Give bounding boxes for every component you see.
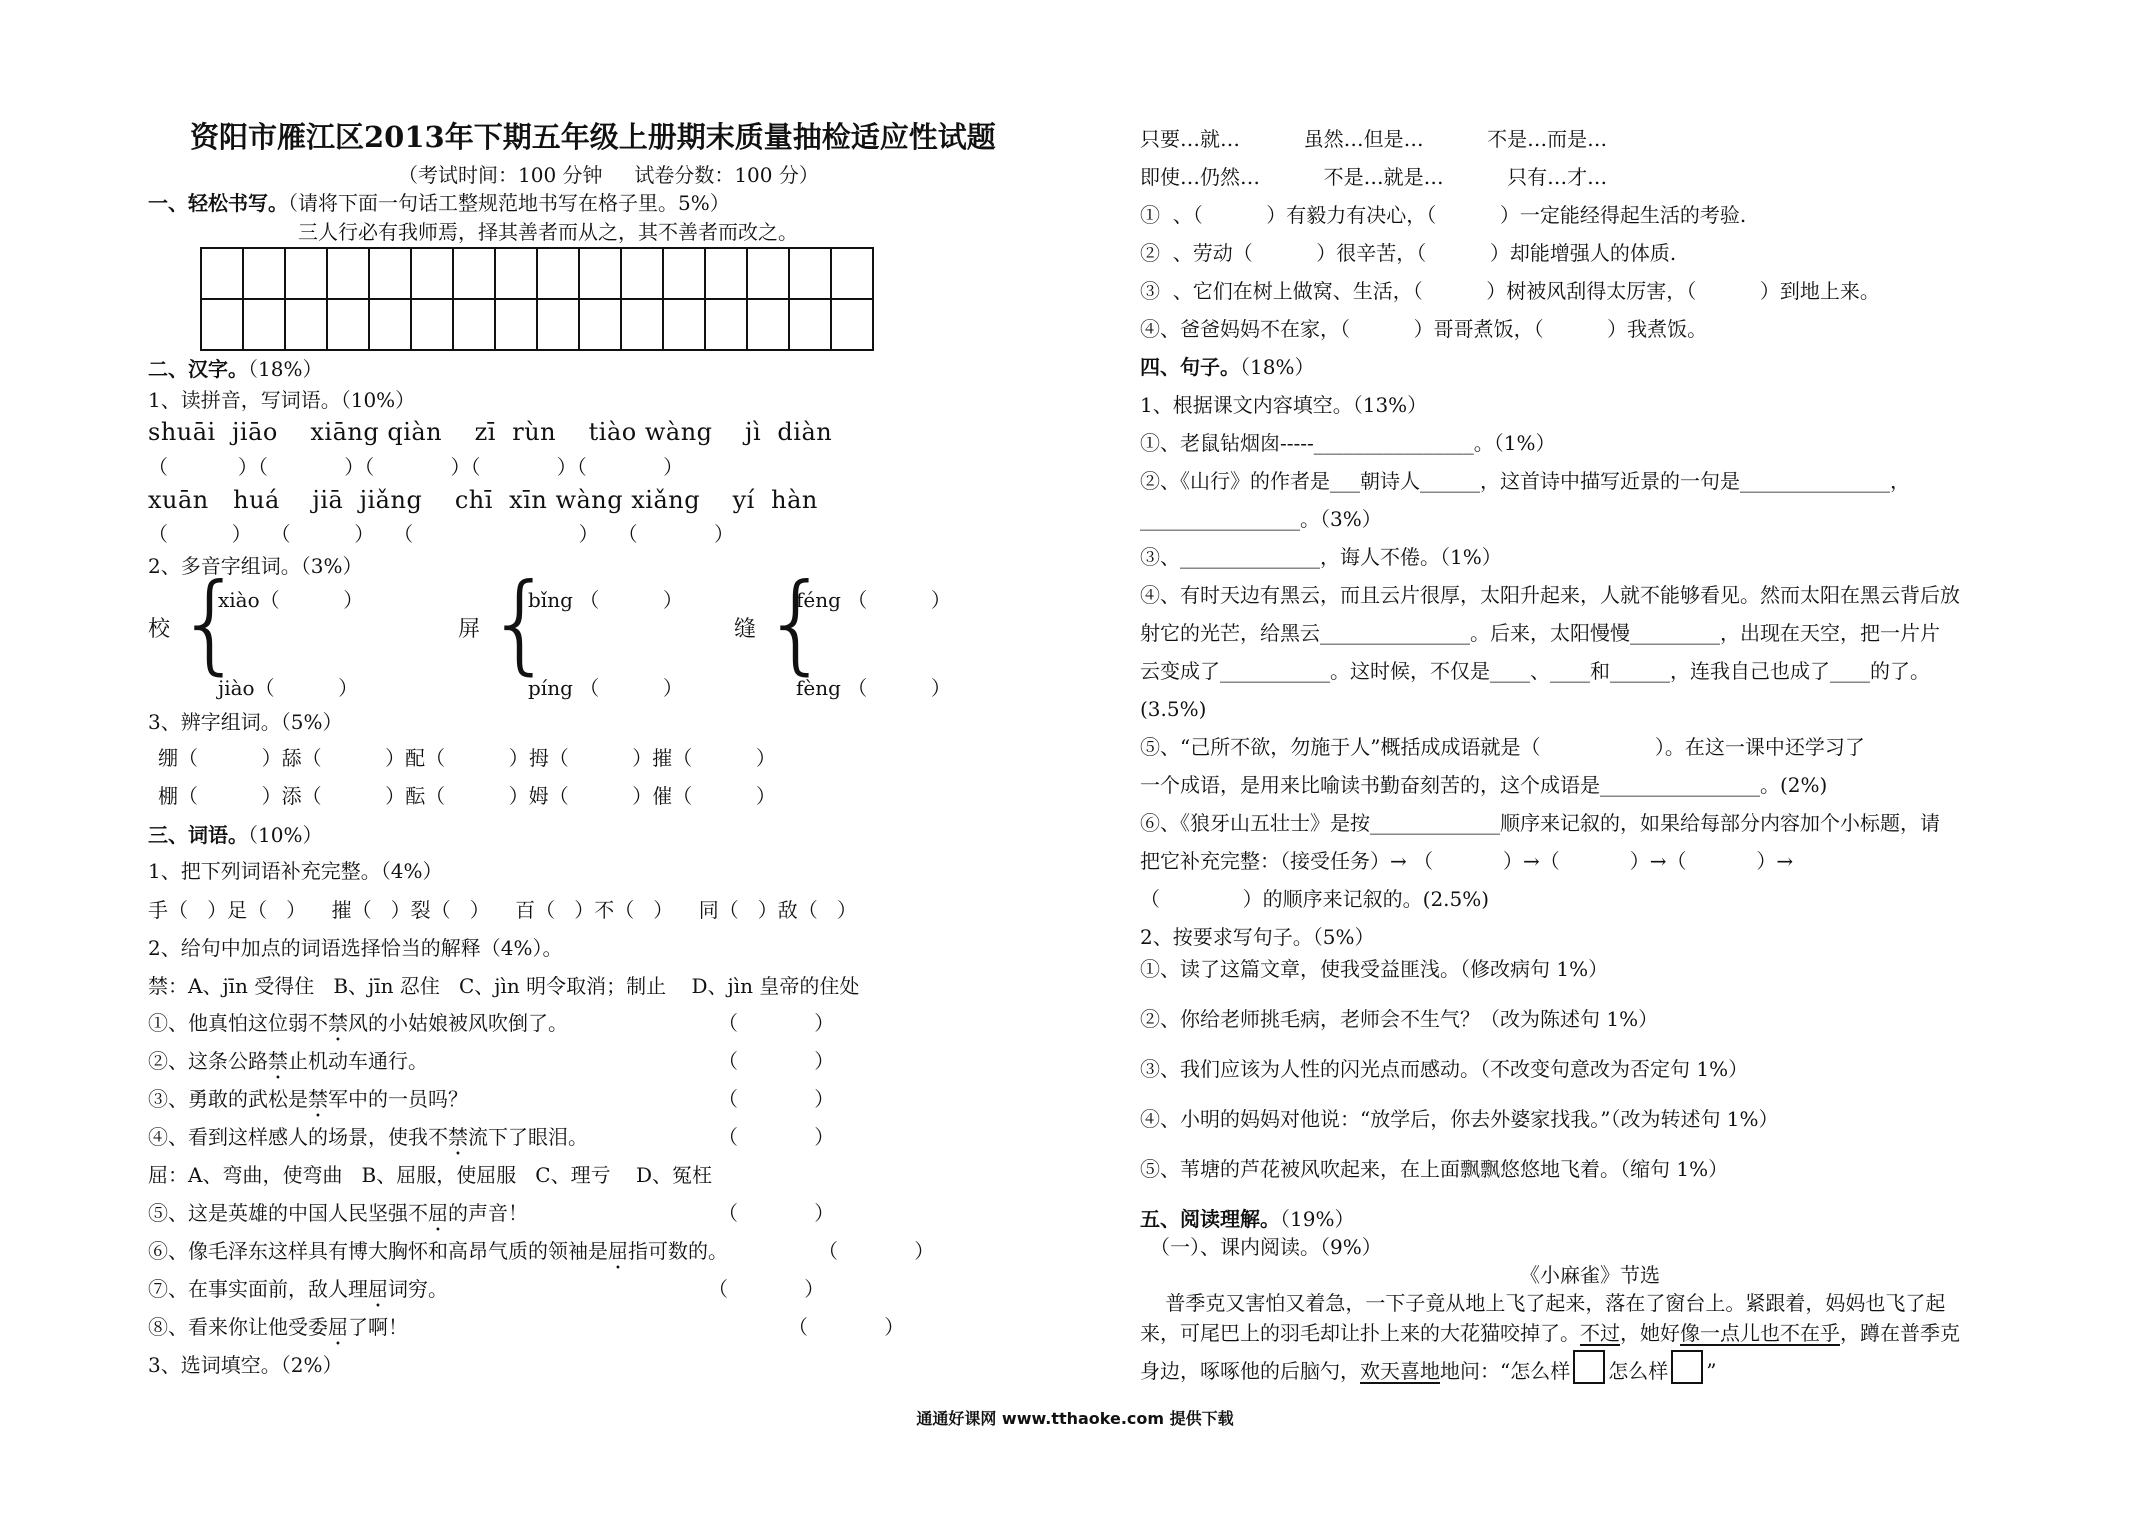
item-text: 指可数的。: [628, 1239, 728, 1263]
s4-fill-line[interactable]: ⑤、“己所不欲，勿施于人”概括成成语就是（ ）。在这一课中还学习了: [1140, 735, 1865, 759]
answer-brackets-row-2[interactable]: （ ） （ ） （ ） （ ）: [148, 522, 734, 546]
dotted-char: 禁: [268, 1049, 288, 1073]
jin-item-1: [148, 1010, 568, 1046]
passage-title: 《小麻雀》节选: [1520, 1263, 1660, 1287]
conjunction-options-2: 即使…仍然… 不是…就是… 只有…才…: [1140, 165, 1608, 189]
jin-item-2: [148, 1048, 428, 1084]
jin-answer-4[interactable]: （ ）: [718, 1125, 835, 1149]
s4-fill-line[interactable]: 一个成语，是用来比喻读书勤奋刻苦的，这个成语是________________。(2%): [1140, 773, 1828, 797]
polyphone-bottom[interactable]: jiào（ ）: [218, 676, 359, 700]
s4-fill-line[interactable]: ①、老鼠钻烟囱-----________________。（1%）: [1140, 431, 1556, 455]
s4-fill-line[interactable]: ________________。（3%）: [1140, 507, 1382, 531]
s4-fill-line[interactable]: 把它补充完整：（接受任务）→ （ ）→（ ）→（ ）→: [1140, 849, 1794, 873]
section-5-score: （19%）: [1280, 1207, 1355, 1231]
section-4-score: （18%）: [1240, 355, 1315, 379]
item-text: ②、这条公路: [148, 1049, 268, 1073]
passage-text: ”: [1706, 1359, 1717, 1383]
fill-conj-4[interactable]: ④、爸爸妈妈不在家，（ ）哥哥煮饭，（ ）我煮饭。: [1140, 317, 1708, 341]
qu-answer-6[interactable]: （ ）: [818, 1239, 935, 1263]
qu-options: 屈：A、弯曲，使弯曲 B、屈服，使屈服 C、理亏 D、冤枉: [148, 1163, 713, 1187]
brace-icon: {: [486, 561, 555, 686]
s4-fill-line[interactable]: ②、《山行》的作者是___朝诗人______，这首诗中描写近景的一句是_______________，: [1140, 469, 1910, 493]
dotted-char: 禁: [448, 1125, 468, 1149]
polyphone-char: 缝: [734, 617, 757, 642]
s5-sub: （一）、课内阅读。（9%）: [1150, 1235, 1382, 1259]
writing-grid[interactable]: [200, 247, 874, 351]
fill-conj-2[interactable]: ② 、劳动（ ）很辛苦，（ ）却能增强人的体质.: [1140, 241, 1677, 265]
s2-q3: 3、辨字组词。（5%）: [148, 710, 343, 734]
s4-fill-line[interactable]: ③、______________，诲人不倦。（1%）: [1140, 545, 1502, 569]
s3-q2: 2、给句中加点的词语选择恰当的解释（4%）。: [148, 936, 563, 960]
item-text: ④、看到这样感人的场景，使我不: [148, 1125, 448, 1149]
footer-source: 通通好课网 www.tthaoke.com 提供下载: [916, 1409, 1234, 1428]
s4-q1: 1、根据课文内容填空。（13%）: [1140, 393, 1428, 417]
passage-line-1: 普季克又害怕又着急，一下子竟从地上飞了起来，落在了窗台上。紧跟着，妈妈也飞了起: [1140, 1291, 1946, 1315]
qu-item-5: [148, 1200, 528, 1236]
answer-brackets-row-1[interactable]: （ ）（ ）（ ）（ ）（ ）: [148, 455, 684, 479]
qu-item-6: [148, 1238, 728, 1274]
jin-item-3: [148, 1086, 468, 1122]
qu-answer-7[interactable]: （ ）: [708, 1277, 825, 1301]
word-completion[interactable]: 手（ ）足（ ） 摧（ ）裂（ ） 百（ ）不（ ） 同（ ）敌（ ）: [148, 898, 857, 922]
item-text: 止机动车通行。: [288, 1049, 428, 1073]
section-5-heading: 五、阅读理解。: [1140, 1207, 1280, 1231]
fill-conj-3[interactable]: ③ 、它们在树上做窝、生活，（ ）树被风刮得太厉害，（ ）到地上来。: [1140, 279, 1880, 303]
dotted-char: 屈: [368, 1277, 388, 1301]
copy-sentence: 三人行必有我师焉，择其善者而从之，其不善者而改之。: [298, 220, 798, 244]
s3-q3: 3、选词填空。（2%）: [148, 1353, 343, 1377]
item-text: 的声音！: [448, 1201, 528, 1225]
section-5-header: [1140, 1206, 1354, 1232]
item-text: ③、勇敢的武松是: [148, 1087, 308, 1111]
dotted-char: 禁: [328, 1011, 348, 1035]
qu-answer-8[interactable]: （ ）: [788, 1315, 905, 1339]
item-text: ⑤、这是英雄的中国人民坚强不: [148, 1201, 428, 1225]
passage-text: 怎么样: [1608, 1359, 1669, 1383]
polyphone-char: 屏: [458, 617, 481, 642]
s4-fill-line[interactable]: 射它的光芒，给黑云_______________。后来，太阳慢慢_________，出现在天空，把一片片: [1140, 621, 1940, 645]
conjunction-options-1: 只要…就… 虽然…但是… 不是…而是…: [1140, 127, 1608, 151]
brace-icon: {: [762, 561, 831, 686]
section-3-heading: 三、词语。: [148, 823, 248, 847]
exam-info: （考试时间：100 分钟 试卷分数：100 分）: [398, 163, 819, 187]
item-text: 词穷。: [388, 1277, 448, 1301]
jin-answer-1[interactable]: （ ）: [718, 1011, 835, 1035]
qu-item-8: [148, 1314, 408, 1350]
jin-item-4: [148, 1124, 588, 1160]
passage-text: ，她好: [1620, 1321, 1680, 1345]
s2-q1: 1、读拼音，写词语。（10%）: [148, 388, 416, 412]
polyphone-char: 校: [148, 617, 171, 642]
dotted-char: 禁: [308, 1087, 328, 1111]
section-1-instruction: （请将下面一句话工整规范地书写在格子里。5%）: [288, 191, 730, 215]
s4-fill-line[interactable]: 云变成了___________。这时候，不仅是____、____和______，连我自己也成了____的了。: [1140, 659, 1930, 683]
item-text: ⑧、看来你让他受委: [148, 1315, 328, 1339]
s2-q2: 2、多音字组词。（3%）: [148, 554, 363, 578]
item-text: ⑦、在事实面前，敌人理: [148, 1277, 368, 1301]
s4-fill-line[interactable]: ⑥、《狼牙山五壮士》是按_____________顺序来记叙的，如果给每部分内容加个小标题，请: [1140, 811, 1940, 835]
section-3-header: [148, 822, 322, 848]
polyphone-bottom[interactable]: fèng （ ）: [796, 676, 951, 700]
item-text: 了啊！: [348, 1315, 408, 1339]
jin-answer-3[interactable]: （ ）: [718, 1087, 835, 1111]
item-text: ⑥、像毛泽东这样具有博大胸怀和高昂气质的领袖是: [148, 1239, 608, 1263]
punctuation-box[interactable]: [1671, 1350, 1703, 1384]
jin-answer-2[interactable]: （ ）: [718, 1049, 835, 1073]
section-1-header: [148, 190, 730, 216]
rewrite-item: ⑤、苇塘的芦花被风吹起来，在上面飘飘悠悠地飞着。（缩句 1%）: [1140, 1157, 1729, 1181]
passage-text: 身边，啄啄他的后脑勺，: [1140, 1359, 1360, 1383]
dotted-char: 屈: [328, 1315, 348, 1339]
brace-icon: {: [176, 561, 245, 686]
passage-text: ，蹲在普季克: [1840, 1321, 1960, 1345]
bianzi-row-1[interactable]: 绷（ ）舔（ ）配（ ）拇（ ）摧（ ）: [158, 746, 776, 770]
polyphone-top[interactable]: féng （ ）: [796, 588, 951, 612]
jin-options: 禁：A、jīn 受得住 B、jīn 忍住 C、jìn 明令取消；制止 D、jìn 皇帝的住处: [148, 974, 860, 998]
section-2-score: （18%）: [248, 357, 323, 381]
bianzi-row-2[interactable]: 棚（ ）添（ ）酝（ ）姆（ ）催（ ）: [158, 784, 776, 808]
rewrite-item: ④、小明的妈妈对他说：“放学后，你去外婆家找我。”（改为转述句 1%）: [1140, 1107, 1779, 1131]
item-text: 流下了眼泪。: [468, 1125, 588, 1149]
item-text: ①、他真怕这位弱不: [148, 1011, 328, 1035]
s4-fill-line[interactable]: ④、有时天边有黑云，而且云片很厚，太阳升起来，人就不能够看见。然而太阳在黑云背后放: [1140, 583, 1960, 607]
rewrite-item: ②、你给老师挑毛病，老师会不生气？（改为陈述句 1%）: [1140, 1007, 1659, 1031]
pinyin-row-2: xuān huá jiā jiǎng chī xīn wàng xiǎng yí hàn: [148, 486, 818, 514]
s3-q1: 1、把下列词语补充完整。（4%）: [148, 859, 443, 883]
polyphone-bottom[interactable]: píng （ ）: [528, 676, 683, 700]
writing-grid-row: [201, 248, 873, 299]
dotted-char: 屈: [608, 1239, 628, 1263]
item-text: 风的小姑娘被风吹倒了。: [348, 1011, 568, 1035]
underlined-text: 欢天喜地: [1360, 1359, 1440, 1383]
underlined-text: 像一点儿也不在乎: [1680, 1321, 1840, 1345]
section-3-score: （10%）: [248, 823, 323, 847]
s4-q2: 2、按要求写句子。（5%）: [1140, 925, 1375, 949]
qu-item-7: [148, 1276, 448, 1312]
passage-text: 地问：“怎么样: [1440, 1359, 1571, 1383]
item-text: 军中的一员吗？: [328, 1087, 468, 1111]
rewrite-item: ①、读了这篇文章，使我受益匪浅。（修改病句 1%）: [1140, 957, 1609, 981]
section-4-heading: 四、句子。: [1140, 355, 1240, 379]
polyphone-top[interactable]: bǐng （ ）: [528, 588, 683, 612]
pinyin-row-1: shuāi jiāo xiāng qiàn zī rùn tiào wàng jì diàn: [148, 418, 833, 446]
passage-line-2: [1140, 1320, 1960, 1346]
s4-fill-line[interactable]: （ ）的顺序来记叙的。(2.5%): [1140, 887, 1490, 911]
punctuation-box[interactable]: [1573, 1350, 1605, 1384]
section-4-header: [1140, 354, 1314, 380]
section-2-heading: 二、汉字。: [148, 357, 248, 381]
rewrite-item: ③、我们应该为人性的闪光点而感动。（不改变句意改为否定句 1%）: [1140, 1057, 1749, 1081]
underlined-text: 不过: [1580, 1321, 1620, 1345]
dotted-char: 屈: [428, 1201, 448, 1225]
polyphone-top[interactable]: xiào（ ）: [218, 588, 364, 612]
section-2-header: [148, 356, 322, 382]
fill-conj-1[interactable]: ① 、（ ）有毅力有决心，（ ）一定能经得起生活的考验.: [1140, 203, 1747, 227]
section-1-heading: 一、轻松书写。: [148, 191, 288, 215]
page-title: 资阳市雁江区2013年下期五年级上册期末质量抽检适应性试题: [190, 120, 996, 154]
passage-text: 来，可尾巴上的羽毛却让扑上来的大花猫咬掉了。: [1140, 1321, 1580, 1345]
passage-line-3: [1140, 1350, 1716, 1384]
s4-fill-line: (3.5%): [1140, 697, 1207, 721]
qu-answer-5[interactable]: （ ）: [718, 1201, 835, 1225]
writing-grid-row: [201, 299, 873, 350]
